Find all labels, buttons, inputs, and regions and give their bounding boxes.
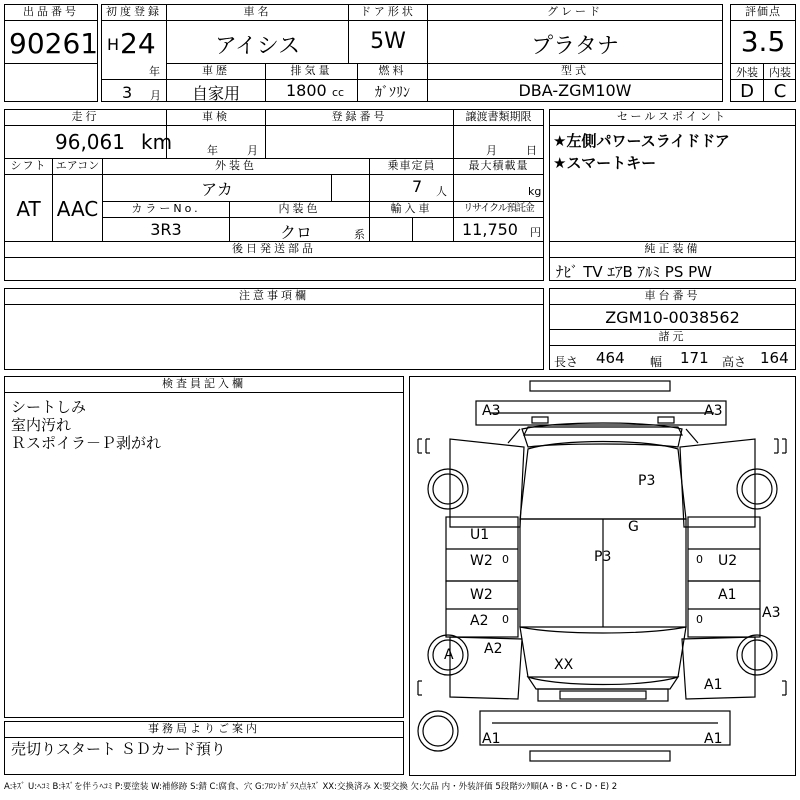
damage-zero-4: 0: [696, 613, 703, 626]
inspection-box: [166, 109, 266, 159]
ext-color-value: アカ: [201, 180, 233, 199]
sales-points-label: セールスポイント: [550, 110, 795, 126]
transfer-day-unit: 日: [526, 144, 537, 157]
sales-point-2: ★スマートキー: [553, 154, 657, 172]
later-parts-box: [4, 241, 544, 281]
transfer-label: 譲渡書類期限: [454, 110, 543, 126]
inspector-box: [4, 376, 404, 718]
equipment-label: 純正装備: [550, 242, 795, 258]
width-value: 171: [680, 349, 709, 367]
door-value: 5W: [370, 29, 406, 54]
mileage-value: 96,061: [55, 130, 125, 154]
displacement-box: [265, 63, 358, 102]
damage-a1-right: A1: [718, 587, 737, 603]
aircon-label: エアコン: [53, 159, 102, 175]
mileage-label: 走行: [5, 110, 166, 126]
score-box: [730, 4, 796, 102]
int-color-label: 内装色: [230, 202, 369, 218]
damage-a3-top-left: A3: [482, 403, 501, 419]
damage-u1: U1: [470, 527, 490, 543]
height-label: 高さ: [722, 355, 747, 369]
dims-box: [549, 329, 796, 370]
notes-label: 注意事項欄: [5, 289, 543, 305]
color-no-value: 3R3: [150, 220, 182, 239]
car-diagram-box: [409, 376, 796, 776]
aircon-value: AAC: [56, 197, 99, 221]
history-value: 自家用: [191, 84, 240, 103]
inspector-line-2: 室内汚れ: [11, 416, 72, 434]
color-no-label: カラーNo.: [103, 202, 229, 218]
capacity-label: 乗車定員: [370, 159, 453, 175]
fuel-value: ｶﾞｿﾘﾝ: [375, 85, 410, 101]
int-color-box: [229, 201, 370, 242]
int-score-value: C: [773, 81, 787, 102]
grade-label: グレード: [428, 5, 722, 21]
damage-zero-3: 0: [502, 613, 509, 626]
damage-a-tire: A: [444, 647, 454, 663]
width-label: 幅: [650, 355, 663, 369]
max-load-label: 最大積載量: [454, 159, 543, 175]
legend-text: A:ｷｽﾞ U:ﾍｺﾐ B:ｷｽﾞを伴うﾍｺﾐ P:要塗装 W:補修跡 S:錆 C:腐食、穴 G:ﾌﾛﾝﾄｶﾞﾗｽ点ｷｽﾞ XX:交換済み X:要交換 欠:欠品 内・外装評価 5段階ﾗﾝｸ順(A・B・C・D・E) 2: [4, 782, 618, 792]
first-reg-box: [101, 4, 167, 102]
first-reg-label: 初度登録: [102, 5, 166, 21]
capacity-box: [369, 158, 454, 202]
lot-number: 90261: [9, 27, 99, 60]
grade-value: プラタナ: [531, 34, 619, 59]
model-box: [427, 63, 723, 102]
door-box: [348, 4, 428, 64]
displacement-value: 1800: [286, 81, 327, 100]
ext-color-label: 外装色: [103, 159, 369, 175]
transfer-box: [453, 109, 544, 159]
car-diagram: [410, 377, 795, 775]
color-no-box: [102, 201, 230, 242]
ext-color-box: [102, 158, 370, 202]
transfer-month-unit: 月: [486, 144, 497, 157]
ext-score-label: 外装: [736, 66, 758, 79]
damage-a1-bottom-right: A1: [704, 731, 723, 747]
length-value: 464: [596, 349, 625, 367]
damage-a1-right-2: A1: [704, 677, 723, 693]
height-value: 164: [760, 349, 789, 367]
reg-no-box: [265, 109, 454, 159]
import-box: [369, 201, 454, 242]
damage-a3-right: A3: [762, 605, 781, 621]
chassis-value: ZGM10-0038562: [605, 308, 740, 327]
inspector-line-3: Ｒスポイラ－Ｐ剥がれ: [11, 434, 162, 452]
damage-p3-mid: P3: [594, 549, 612, 565]
capacity-value: 7: [412, 177, 423, 196]
damage-g: G: [628, 519, 639, 535]
damage-a2-left: A2: [470, 613, 489, 629]
shift-box: [4, 158, 53, 242]
model-label: 型式: [428, 64, 722, 80]
inspection-month-unit: 月: [247, 144, 258, 157]
damage-w2-left: W2: [470, 553, 493, 569]
fuel-label: 燃料: [358, 64, 427, 80]
office-value: 売切りスタート ＳＤカード預り: [11, 740, 226, 758]
sales-point-1: ★左側パワースライドドア: [553, 132, 730, 150]
car-name-label: 車名: [167, 5, 348, 21]
history-label: 車歴: [167, 64, 265, 80]
import-label: 輸入車: [370, 202, 453, 218]
lot-box: [4, 4, 98, 102]
damage-a2-left-2: A2: [484, 641, 503, 657]
first-reg-month: 3: [122, 83, 133, 102]
inspector-label: 検査員記入欄: [5, 377, 403, 393]
equipment-value: ﾅﾋﾞ TV ｴｱB ｱﾙﾐ PS PW: [556, 263, 712, 281]
damage-p3-top: P3: [638, 473, 656, 489]
model-value: DBA-ZGM10W: [518, 81, 632, 100]
int-color-value: クロ: [280, 223, 313, 242]
damage-xx: XX: [554, 657, 574, 673]
later-parts-label: 後日発送部品: [5, 242, 543, 258]
length-label: 長さ: [554, 355, 579, 369]
ext-score-value: D: [740, 81, 754, 102]
recycle-value: 11,750: [462, 220, 518, 239]
lot-label: 出品番号: [5, 5, 97, 21]
displacement-label: 排気量: [266, 64, 357, 80]
office-box: [4, 721, 404, 775]
first-reg-year: 24: [120, 27, 156, 60]
max-load-unit: kg: [528, 185, 542, 198]
int-score-label: 内装: [769, 66, 791, 79]
shift-value: AT: [16, 197, 41, 221]
damage-a3-top-right: A3: [704, 403, 723, 419]
score-label: 評価点: [731, 5, 795, 21]
notes-box: [4, 288, 544, 370]
max-load-box: [453, 158, 544, 202]
fuel-box: [357, 63, 428, 102]
sales-points-box: [549, 109, 796, 242]
damage-a1-bottom-left: A1: [482, 731, 501, 747]
displacement-unit: cc: [332, 86, 345, 99]
chassis-box: [549, 288, 796, 330]
mileage-unit: km: [141, 130, 173, 154]
inspection-label: 車検: [167, 110, 265, 126]
inspector-line-1: シートしみ: [11, 398, 87, 416]
first-reg-year-unit: 年: [149, 65, 160, 78]
door-label: ドア形状: [349, 5, 427, 21]
car-name-box: [166, 4, 349, 64]
equipment-box: [549, 241, 796, 281]
aircon-box: [52, 158, 103, 242]
dims-label: 諸元: [550, 330, 795, 346]
chassis-label: 車台番号: [550, 289, 795, 305]
damage-zero-2: 0: [696, 553, 703, 566]
reg-no-label: 登録番号: [266, 110, 453, 126]
recycle-box: [453, 201, 544, 242]
history-box: [166, 63, 266, 102]
score-value: 3.5: [740, 25, 786, 58]
office-label: 事務局よりご案内: [5, 722, 403, 738]
damage-w2-left-2: W2: [470, 587, 493, 603]
mileage-box: [4, 109, 173, 159]
damage-u2: U2: [718, 553, 738, 569]
car-name-value: アイシス: [214, 34, 301, 59]
first-reg-month-unit: 月: [150, 89, 161, 102]
first-reg-era: H: [107, 35, 120, 54]
recycle-label: リサイクル預託金: [454, 202, 543, 218]
damage-zero-1: 0: [502, 553, 509, 566]
capacity-unit: 人: [436, 185, 447, 198]
inspection-year-unit: 年: [207, 144, 218, 157]
shift-label: シフト: [5, 159, 52, 175]
grade-box: [427, 4, 723, 64]
recycle-unit: 円: [530, 226, 541, 239]
int-color-unit: 系: [354, 228, 365, 241]
